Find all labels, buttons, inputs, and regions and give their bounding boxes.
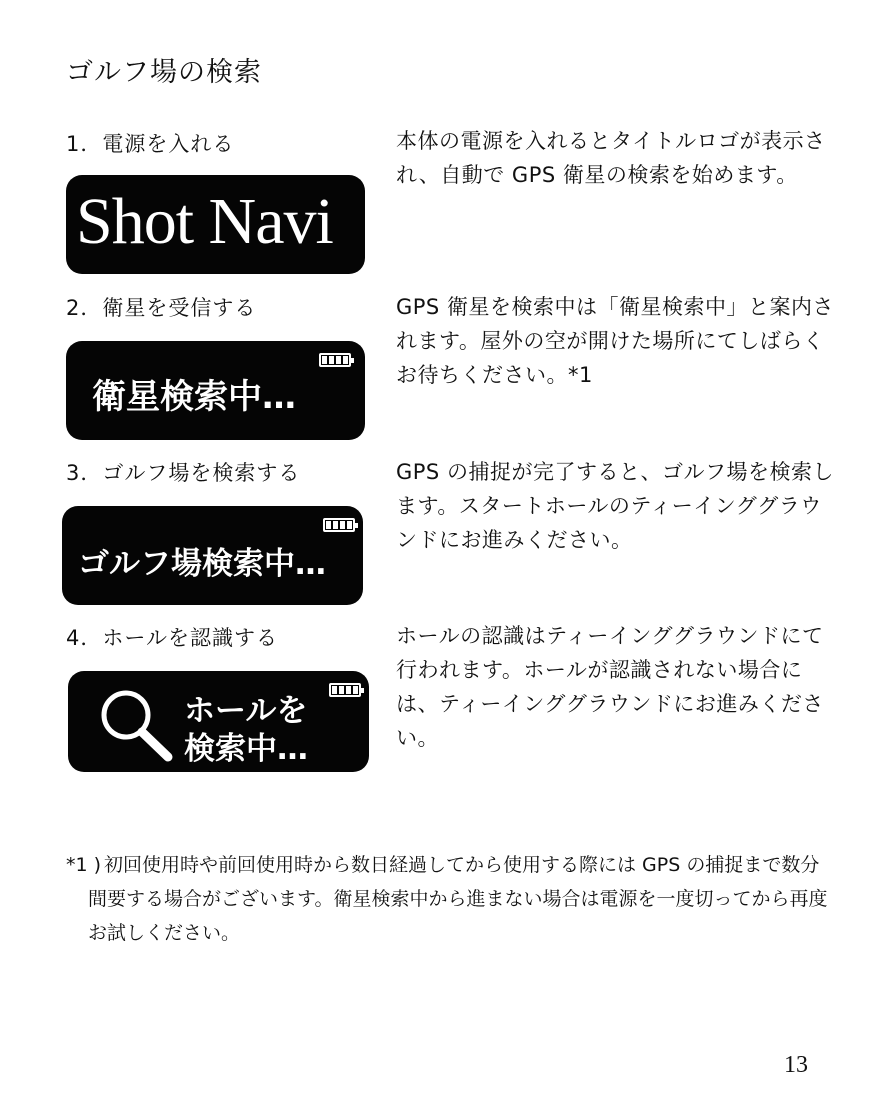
device-screen-satellite-search [66,341,365,440]
shot-navi-logo: Shot Navi [76,185,333,258]
step-3-heading: 3．ゴルフ場を検索する [66,461,301,485]
screen-status-line-2: 検索中… [184,731,308,767]
device-screen-course-search [62,506,363,605]
magnifier-icon [96,687,176,763]
screen-status-text: ゴルフ場検索中… [78,546,326,582]
step-2-description: GPS 衛星を検索中は「衛星検索中」と案内されます。屋外の空が開けた場所にてしばらくお待ちください。*1 [396,295,834,387]
battery-full-icon [323,518,355,532]
step-4-description: ホールの認識はティーインググラウンドにて行われます。ホールが認識されない場合には、ティーインググラウンドにお進みください。 [396,624,824,750]
step-2-heading: 2．衛星を受信する [66,296,257,320]
device-screen-hole-search [68,671,369,772]
step-4-heading: 4．ホールを認識する [66,626,278,650]
step-1-description: 本体の電源を入れるとタイトルロゴが表示され、自動で GPS 衛星の検索を始めます。 [396,129,826,187]
battery-full-icon [319,353,351,367]
screen-status-text: 衛星検索中… [92,377,296,417]
page-number: 13 [784,1052,808,1078]
step-3-description: GPS の捕捉が完了すると、ゴルフ場を検索します。スタートホールのティーインググラウンドにお進みください。 [396,460,834,552]
step-1-heading: 1．電源を入れる [66,132,235,156]
device-screen-title-logo [66,175,365,274]
page-title: ゴルフ場の検索 [66,57,262,88]
footnote-marker: *1 ) [66,854,102,876]
footnote [66,848,836,950]
footnote-text: 初回使用時や前回使用時から数日経過してから使用する際には GPS の捕捉まで数分間要する場合がございます。衛星検索中から進まない場合は電源を一度切ってから再度お試しください。 [88,854,828,944]
screen-status-line-1: ホールを [184,693,308,729]
battery-full-icon [329,683,361,697]
